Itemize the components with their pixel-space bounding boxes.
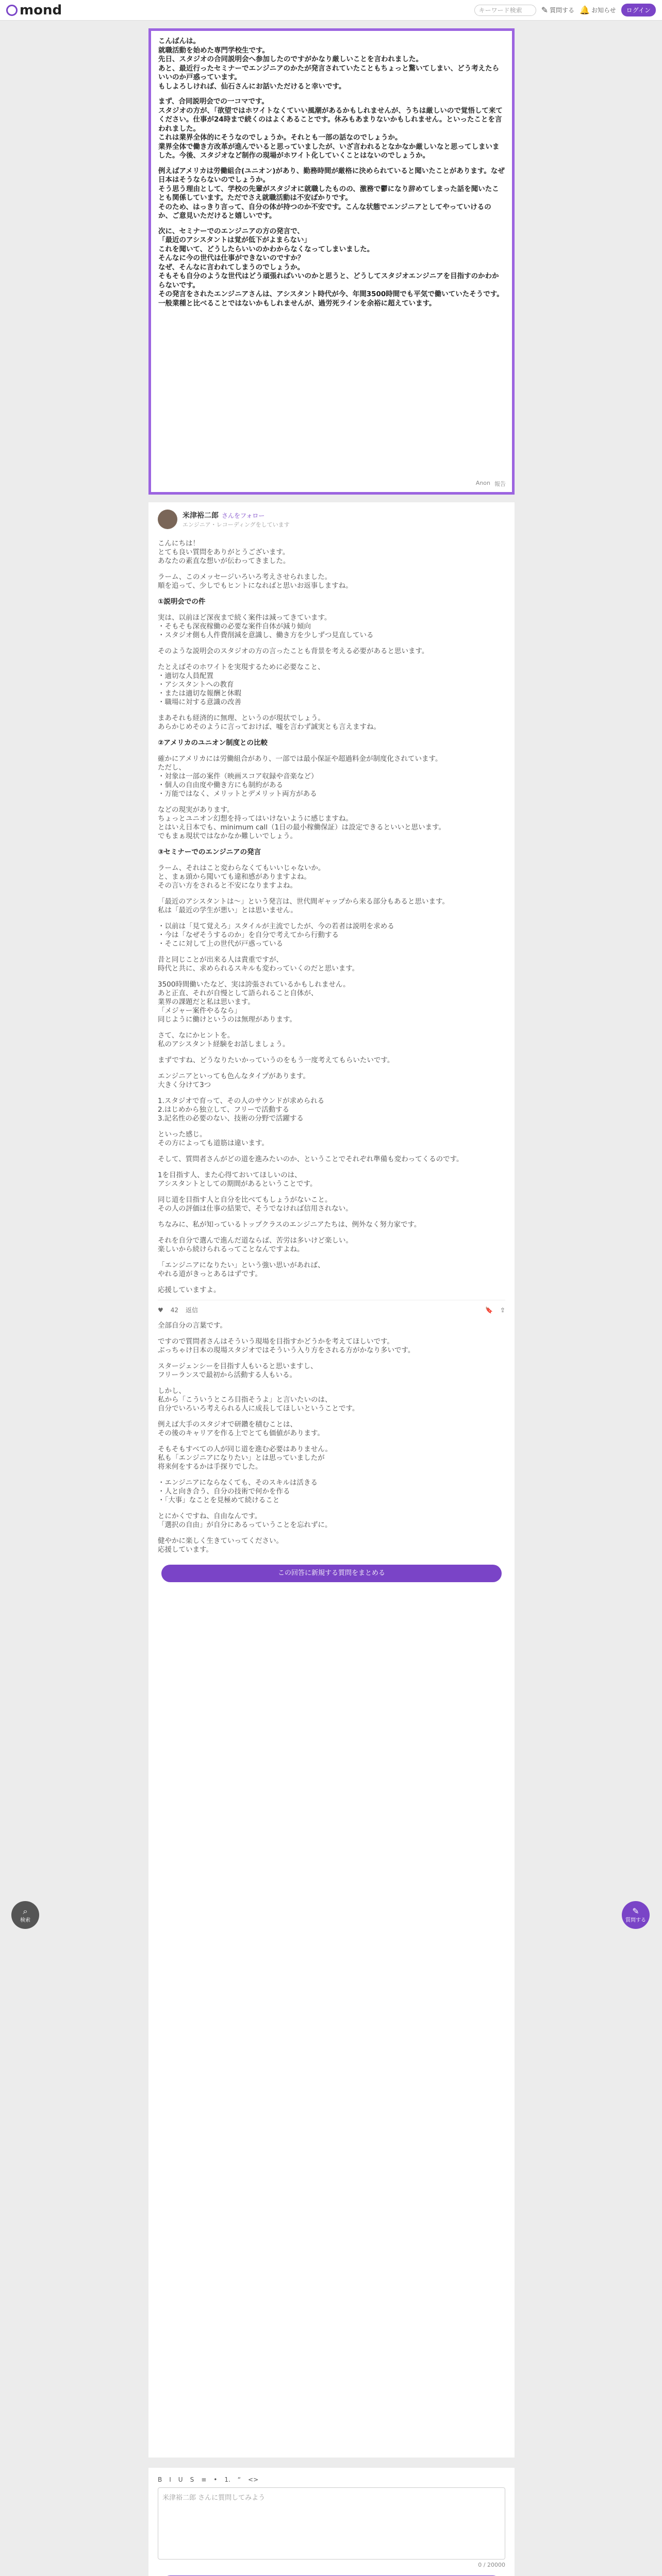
paragraph: 実は、以前ほど深夜まで続く案件は減ってきています。 bbox=[158, 614, 332, 622]
paragraph bbox=[158, 1148, 505, 1155]
paragraph bbox=[158, 1530, 505, 1537]
paragraph bbox=[158, 1505, 505, 1512]
paragraph: ・そもそも深夜稼働の必要な案件自体が減り傾向 bbox=[158, 622, 311, 631]
toolbar-button[interactable]: I bbox=[169, 2476, 171, 2483]
paragraph bbox=[158, 857, 505, 864]
logo-mark-icon bbox=[6, 5, 18, 16]
paragraph: これは業界全体的にそうなのでしょうか。それとも一部の話なのでしょうか。 bbox=[158, 133, 402, 142]
ask-link[interactable]: ✎ 質問する bbox=[541, 5, 575, 15]
paragraph: ・対象は一部の案件（映画スコア収録や音楽など） bbox=[158, 772, 318, 781]
paragraph: ・今は「なぜそうするのか」を自分で考えてから行動する bbox=[158, 931, 339, 939]
paragraph: あらかじめそのように言っておけば、嘘を言わず誠実とも言えますね。 bbox=[158, 723, 380, 731]
paragraph bbox=[158, 707, 505, 714]
report-link[interactable]: 報告 bbox=[494, 481, 506, 487]
avatar[interactable] bbox=[158, 510, 177, 529]
paragraph: ちなみに、私が知っているトップクラスのエンジニアたちは、例外なく努力家です。 bbox=[158, 1221, 421, 1229]
paragraph: ・職場に対する意識の改善 bbox=[158, 698, 241, 706]
paragraph: あと、最近行ったセミナーでエンジニアのかたが発言されていたこともちょっと驚いてしまい、どう考えたらいいのか戸惑っています。 bbox=[158, 64, 500, 81]
paragraph bbox=[158, 1355, 505, 1362]
paragraph: さて、なにかヒントを。 bbox=[158, 1031, 235, 1040]
paragraph: ・以前は「見て覚えろ」スタイルが主流でしたが、今の若者は説明を求める bbox=[158, 922, 394, 930]
paragraph: その人の評価は仕事の結果で、そうでなければ信用されない。 bbox=[158, 1205, 353, 1213]
paragraph: もしよろしければ、仙石さんにお話いただけると幸いです。 bbox=[158, 82, 346, 91]
paragraph: などの現実があります。 bbox=[158, 806, 234, 814]
paragraph bbox=[158, 1213, 505, 1221]
answer-card bbox=[148, 502, 515, 2458]
paragraph bbox=[158, 1164, 505, 1171]
paragraph: といった感じ。 bbox=[158, 1130, 207, 1139]
search-input[interactable]: キーワード検索 bbox=[474, 5, 536, 16]
paragraph: ・万能ではなく、メリットとデメリット両方がある bbox=[158, 790, 317, 798]
paragraph bbox=[158, 1413, 505, 1420]
paragraph bbox=[158, 606, 505, 614]
paragraph: こんにちは！ bbox=[158, 539, 200, 548]
paragraph: でもまぁ現状ではなかなか難しいでしょう。 bbox=[158, 832, 297, 840]
paragraph: 将来何をするかは手探りでした。 bbox=[158, 1463, 262, 1471]
paragraph: しかし、 bbox=[158, 1387, 186, 1395]
paragraph: 昔と同じことが出来る人は貴重ですが、 bbox=[158, 956, 283, 964]
paragraph: ラーム、それはこと変わらなくてもいいじゃないか。 bbox=[158, 864, 325, 872]
paragraph: とはいえ日本でも、minimum call（1日の最小稼働保証）は設定できるといいと思います。 bbox=[158, 823, 446, 832]
pen-icon: ✎ bbox=[541, 5, 549, 15]
paragraph: 同じように働けというのは無理があります。 bbox=[158, 1015, 296, 1024]
paragraph bbox=[158, 1438, 505, 1445]
search-icon: ⌕ bbox=[23, 1906, 28, 1916]
pen-icon: ✎ bbox=[632, 1906, 639, 1916]
paragraph bbox=[158, 748, 505, 755]
toolbar-button[interactable]: <> bbox=[248, 2476, 259, 2483]
paragraph: ②アメリカのユニオン制度との比較 bbox=[158, 739, 268, 747]
toolbar-button[interactable]: ≡ bbox=[201, 2476, 207, 2483]
paragraph: ですので質問者さんはそういう現場を目指すかどうかを考えてほしいです。 bbox=[158, 1337, 394, 1346]
toolbar-button[interactable]: • bbox=[213, 2476, 218, 2483]
paragraph: その発言をされたエンジニアさんは、アシスタント時代が今、年間3500時間でも平気で働いていたそうです。 bbox=[158, 290, 504, 298]
paragraph: まずですね、どうなりたいかっていうのをもう一度考えてもらいたいです。 bbox=[158, 1056, 394, 1064]
paragraph: 全部自分の言葉です。 bbox=[158, 1321, 227, 1330]
paragraph: 次に、セミナーでのエンジニアの方の発言で、 bbox=[158, 227, 304, 235]
paragraph: 先日、スタジオの合同説明会へ参加したのですがかなり厳しいことを言われました。 bbox=[158, 55, 423, 63]
answer-body bbox=[158, 539, 505, 1295]
paragraph: 例えば大手のスタジオで研鑽を積むことは、 bbox=[158, 1420, 297, 1429]
toolbar-button[interactable]: U bbox=[178, 2476, 183, 2483]
paragraph: 応援しています。 bbox=[158, 1546, 213, 1554]
paragraph: ・人と向き合う、自分の技術で何かを作る bbox=[158, 1487, 290, 1496]
paragraph: 就職活動を始めた専門学校生です。 bbox=[158, 46, 269, 55]
paragraph: 3.記名性の必要のない、技術の分野で活躍する bbox=[158, 1114, 304, 1123]
paragraph: 健やかに楽しく生きていってください。 bbox=[158, 1537, 283, 1545]
answer-body-continued bbox=[158, 1321, 505, 1554]
paragraph: 私のアシスタント経験をお話しましょう。 bbox=[158, 1040, 290, 1048]
paragraph: 私も「エンジニアになりたい」とは思っていましたが bbox=[158, 1454, 325, 1462]
paragraph: まあそれも経済的に無理、というのが現状でしょう。 bbox=[158, 714, 325, 722]
paragraph: フリーランスで最初から活動する人もいる。 bbox=[158, 1371, 297, 1379]
paragraph: 業界の課題だと私は思います。 bbox=[158, 998, 255, 1006]
paragraph bbox=[158, 973, 505, 980]
bell-icon: 🔔 bbox=[580, 5, 590, 15]
paragraph: 「最近のアシスタントは覚が低下がよまらない」 bbox=[158, 236, 311, 244]
paragraph: 「エンジニアになりたい」という強い思いがあれば、 bbox=[158, 1261, 325, 1269]
paragraph bbox=[158, 1279, 505, 1286]
paragraph bbox=[158, 640, 505, 647]
paragraph: ・または適切な報酬と休暇 bbox=[158, 689, 241, 698]
paragraph: 一般業種と比べることではないかもしれませんが、過労死ラインを余裕に超えています。 bbox=[158, 299, 436, 308]
paragraph: エンジニアといっても色んなタイプがあります。 bbox=[158, 1072, 310, 1080]
share-icon[interactable]: ⇪ bbox=[500, 1306, 505, 1314]
paragraph: その言い方をされると不安になりますよね。 bbox=[158, 882, 297, 890]
answer-cta-button[interactable]: この回答に新規する質問をまとめる bbox=[161, 1565, 502, 1582]
paragraph: とても良い質問をありがとうございます。 bbox=[158, 548, 290, 556]
paragraph bbox=[158, 1065, 505, 1072]
paragraph: 「メジャー案件やるなら」 bbox=[158, 1007, 241, 1015]
paragraph: 応援していますよ。 bbox=[158, 1286, 221, 1294]
paragraph: その方によっても道筋は違います。 bbox=[158, 1139, 269, 1147]
question-author: Anon bbox=[475, 480, 490, 486]
paragraph: 3500時間働いたなど、実は誇張されているかもしれません。 bbox=[158, 980, 350, 989]
paragraph: あなたの素直な想いが伝わってきました。 bbox=[158, 557, 290, 565]
paragraph: ・適切な人員配置 bbox=[158, 672, 213, 680]
paragraph: そして、質問者さんがどの道を進みたいのか、ということでそれぞれ準備も変わってくるのです。 bbox=[158, 1155, 464, 1163]
follow-link[interactable]: さんをフォロー bbox=[222, 512, 265, 519]
paragraph: 私から「こういうところ目指そうよ」と言いたいのは、 bbox=[158, 1396, 332, 1404]
paragraph: 自分でいろいろ考えられる人に成長してほしいということです。 bbox=[158, 1404, 359, 1413]
paragraph: そもそも自分のような世代はどう頑張ればいいのかと思うと、どうしてスタジオエンジニアを目指すのかわからないです。 bbox=[158, 272, 499, 290]
paragraph: そのため、はっきり言って、自分の体が持つのか不安です。こんな状態でエンジニアとしてやっていけるのか、ご意見いただけると嬉しいです。 bbox=[158, 202, 491, 220]
toolbar-button[interactable]: “ bbox=[237, 2476, 241, 2483]
char-counter: 0 / 20000 bbox=[478, 2562, 505, 2568]
paragraph: 同じ道を目指す人と自分を比べてもしょうがないこと。 bbox=[158, 1196, 332, 1204]
paragraph: ちょっとユニオン幻想を持ってはいけないように感じますね。 bbox=[158, 815, 353, 823]
paragraph: まず、合同説明会での一コマです。 bbox=[158, 97, 269, 106]
paragraph bbox=[158, 841, 505, 848]
paragraph: 大きく分けて3つ bbox=[158, 1081, 211, 1089]
paragraph bbox=[158, 91, 505, 97]
paragraph bbox=[158, 1254, 505, 1261]
paragraph: ・個人の自由度や働き方にも制約がある bbox=[158, 781, 283, 789]
paragraph: 私は「最近の学生が悪い」とは思いません。 bbox=[158, 906, 297, 914]
paragraph: その後のキャリアを作る上でとても価値があります。 bbox=[158, 1429, 324, 1437]
paragraph bbox=[158, 732, 505, 739]
paragraph bbox=[158, 590, 505, 598]
paragraph: ・「大事」なことを見極めて続けること bbox=[158, 1496, 280, 1504]
paragraph bbox=[158, 1229, 505, 1236]
site-header bbox=[0, 0, 662, 21]
paragraph: ③セミナーでのエンジニアの発言 bbox=[158, 848, 261, 856]
paragraph: やれる道がきっとあるはずです。 bbox=[158, 1270, 262, 1278]
toolbar-button[interactable]: B bbox=[158, 2476, 162, 2483]
paragraph: と、まぁ頭から聞いても違和感がありますよね。 bbox=[158, 873, 311, 881]
editor-toolbar bbox=[158, 2476, 505, 2483]
paragraph: 1を目指す人、また心得ておいてほしいのは、 bbox=[158, 1171, 302, 1179]
paragraph: ぶっちゃけ日本の現場スタジオではそういう入り方をされる方がかなり多いです。 bbox=[158, 1346, 415, 1354]
paragraph: 「選択の自由」が自分にあるっていうことを忘れずに。 bbox=[158, 1521, 332, 1529]
toolbar-button[interactable]: S bbox=[190, 2476, 194, 2483]
toolbar-button[interactable]: 1. bbox=[224, 2476, 230, 2483]
paragraph: なぜ、そんなに言われてしまうのでしょうか。 bbox=[158, 263, 305, 272]
paragraph: あと正直、それが自慢として語られること自体が、 bbox=[158, 989, 318, 997]
paragraph: 楽しいから続けられるってことなんですよね。 bbox=[158, 1245, 304, 1253]
paragraph: そもそもすべての人が同じ道を進む必要はありません。 bbox=[158, 1445, 333, 1453]
paragraph: スタジオの方が、「欲望ではホワイトなくていい風潮があるかもしれませんが、うちは厳しいので覚悟して来てください。仕事が24時まで続くのはよくあることです。休みもあまりないかもしれません。といったことを言われました。 bbox=[158, 106, 503, 133]
paragraph bbox=[158, 1471, 505, 1479]
paragraph: 業界全体で働き方改革が進んでいると思っていましたが、いざ言われるとなかなか厳しいなと思ってしまいました。今後、スタジオなど制作の現場がホワイト化していくことはないのでしょうか。 bbox=[158, 142, 500, 160]
like-icon[interactable]: ♥ bbox=[158, 1306, 163, 1314]
paragraph bbox=[158, 656, 505, 663]
paragraph bbox=[158, 1090, 505, 1097]
paragraph: 1.スタジオで育って、その人のサウンドが求められる bbox=[158, 1097, 325, 1105]
comment-input[interactable]: 米津裕二郎 さんに質問してみよう bbox=[158, 2487, 505, 2560]
paragraph: 「最近のアシスタントは～」という発言は、世代間ギャップから来る部分もあると思います。 bbox=[158, 897, 449, 906]
paragraph: ただし、 bbox=[158, 764, 186, 772]
paragraph bbox=[158, 1189, 505, 1196]
paragraph bbox=[158, 948, 505, 956]
paragraph bbox=[158, 1123, 505, 1130]
paragraph bbox=[158, 1024, 505, 1031]
paragraph: そのような説明会のスタジオの方の言ったことも背景を考える必要があると思います。 bbox=[158, 647, 429, 655]
paragraph: たとえばそのホワイトを実現するために必要なこと、 bbox=[158, 663, 325, 671]
paragraph: アシスタントとしての期間があるということです。 bbox=[158, 1180, 317, 1188]
bookmark-icon[interactable]: 🔖 bbox=[485, 1306, 493, 1314]
paragraph: 順を追って、少しでもヒントになればと思いお返事しますね。 bbox=[158, 582, 353, 590]
search-fab[interactable]: ⌕ 検索 bbox=[11, 1901, 39, 1929]
paragraph bbox=[158, 1380, 505, 1387]
paragraph: こんばんは。 bbox=[158, 37, 200, 45]
paragraph: 確かにアメリカには労働組合があり、一部では最小保証や超過料金が制度化されています。 bbox=[158, 755, 442, 763]
paragraph bbox=[158, 1330, 505, 1337]
paragraph bbox=[158, 799, 505, 806]
paragraph: ラーム、このメッセージいろいろ考えさせられました。 bbox=[158, 573, 332, 581]
author-subtitle: エンジニア・レコーディングをしています bbox=[183, 521, 290, 528]
question-text bbox=[158, 37, 505, 308]
paragraph: ・スタジオ側も人件費削減を意識し、働き方を少しずつ見直している bbox=[158, 631, 374, 639]
paragraph: ・アシスタントへの教育 bbox=[158, 681, 234, 689]
paragraph bbox=[158, 915, 505, 922]
paragraph bbox=[158, 1049, 505, 1056]
answer-author[interactable]: 米津裕二郎 bbox=[183, 512, 219, 520]
paragraph: スタージェンシーを目指す人もいると思いますし、 bbox=[158, 1362, 318, 1370]
notifications-link[interactable]: 🔔 お知らせ bbox=[580, 5, 616, 15]
paragraph: 2.はじめから独立して、フリーで活動する bbox=[158, 1106, 290, 1114]
reply-button[interactable]: 返信 bbox=[186, 1307, 198, 1314]
paragraph: ・そこに対して上の世代が戸惑っている bbox=[158, 940, 283, 948]
paragraph: そう思う理由として、学校の先輩がスタジオに就職したものの、激務で鬱になり辞めてしまった話を聞いたことも関係しています。ただでさえ就職活動は不安ばかりです。 bbox=[158, 184, 499, 202]
paragraph bbox=[158, 890, 505, 897]
paragraph: これを聞いて、どうしたらいいのかわからなくなってしまいました。 bbox=[158, 245, 374, 253]
paragraph: そんなに今の世代は仕事ができないのですか？ bbox=[158, 254, 305, 262]
paragraph: 時代と共に、求められるスキルも変わっていくのだと思います。 bbox=[158, 964, 359, 973]
like-count: 42 bbox=[170, 1306, 179, 1314]
paragraph: それを自分で選んで進んだ道ならば、苦労は多いけど楽しい。 bbox=[158, 1236, 353, 1245]
paragraph: 例えばアメリカは労働組合(ユニオン)があり、勤務時間が厳格に決められていると聞いたことがあります。なぜ日本はそうならないのでしょうか。 bbox=[158, 166, 505, 184]
login-button[interactable]: ログイン bbox=[621, 4, 656, 16]
paragraph bbox=[158, 161, 505, 167]
logo[interactable]: mond bbox=[6, 3, 62, 18]
paragraph bbox=[158, 221, 505, 227]
comment-box bbox=[148, 2468, 515, 2576]
paragraph: とにかくですね、自由なんです。 bbox=[158, 1512, 262, 1520]
paragraph: ・エンジニアにならなくても、そのスキルは活きる bbox=[158, 1479, 318, 1487]
paragraph bbox=[158, 566, 505, 573]
question-card bbox=[148, 28, 515, 495]
paragraph: ①説明会での件 bbox=[158, 598, 206, 606]
ask-fab[interactable]: ✎ 質問する bbox=[622, 1901, 650, 1929]
